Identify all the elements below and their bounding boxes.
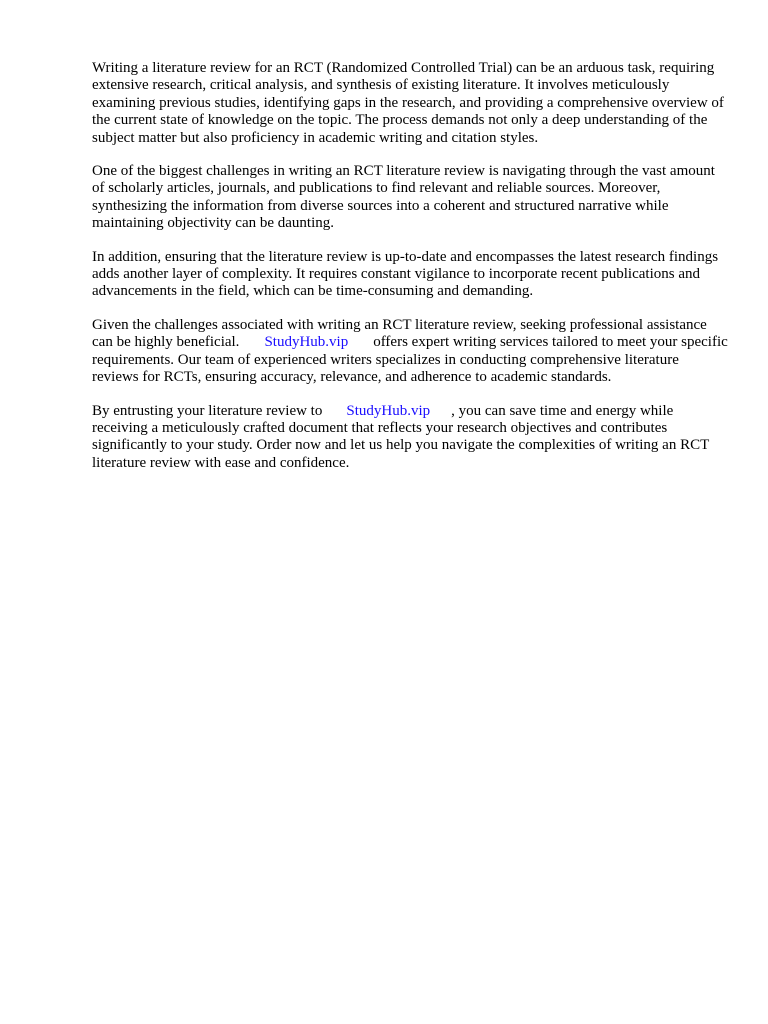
paragraph-entrust-text-end: , you can save time and energy while receiving a meticulously crafted document that reflects your research objectives and contributes significantly to your study. Order now and let us help you navigate the complexities of writing an RCT literature review with ease and confidence. [92, 402, 709, 471]
studyhub-link[interactable]: StudyHub.vip [264, 334, 349, 351]
paragraph-challenges: One of the biggest challenges in writing an RCT literature review is navigating through the vast amount of scholarly articles, journals, and publications to find relevant and reliable sources. Moreover, synthesizing the information from diverse sources into a coherent and structured narrative while maintaining objectivity can be daunting. [92, 163, 715, 232]
paragraph-assistance-text-start: Given the challenges associated with writing an RCT literature review, seeking professional assistance can be highly beneficial. [92, 316, 707, 351]
studyhub-link-2[interactable]: StudyHub.vip [346, 402, 431, 419]
paragraph-entrust-text-start: By entrusting your literature review to [92, 402, 323, 419]
paragraph-assistance-text-end: offers expert writing services tailored to meet your specific requirements. Our team of experienced writers specializes in conducting comprehensive literature reviews for RCTs, ensuring accuracy, relevance, and adherence to academic standards. [92, 334, 728, 386]
paragraph-up-to-date: In addition, ensuring that the literature review is up-to-date and encompasses the latest research findings adds another layer of complexity. It requires constant vigilance to incorporate recent publications and advancements in the field, which can be time-consuming and demanding. [92, 248, 719, 300]
document-body [92, 60, 728, 488]
paragraph-entrust [92, 403, 728, 473]
paragraph-assistance [92, 317, 728, 387]
paragraph-intro: Writing a literature review for an RCT (Randomized Controlled Trial) can be an arduous task, requiring extensive research, critical analysis, and synthesis of existing literature. It involves meticulously examining previous studies, identifying gaps in the research, and providing a comprehensive overview of the current state of knowledge on the topic. The process demands not only a deep understanding of the subject matter but also proficiency in academic writing and citation styles. [92, 60, 724, 146]
